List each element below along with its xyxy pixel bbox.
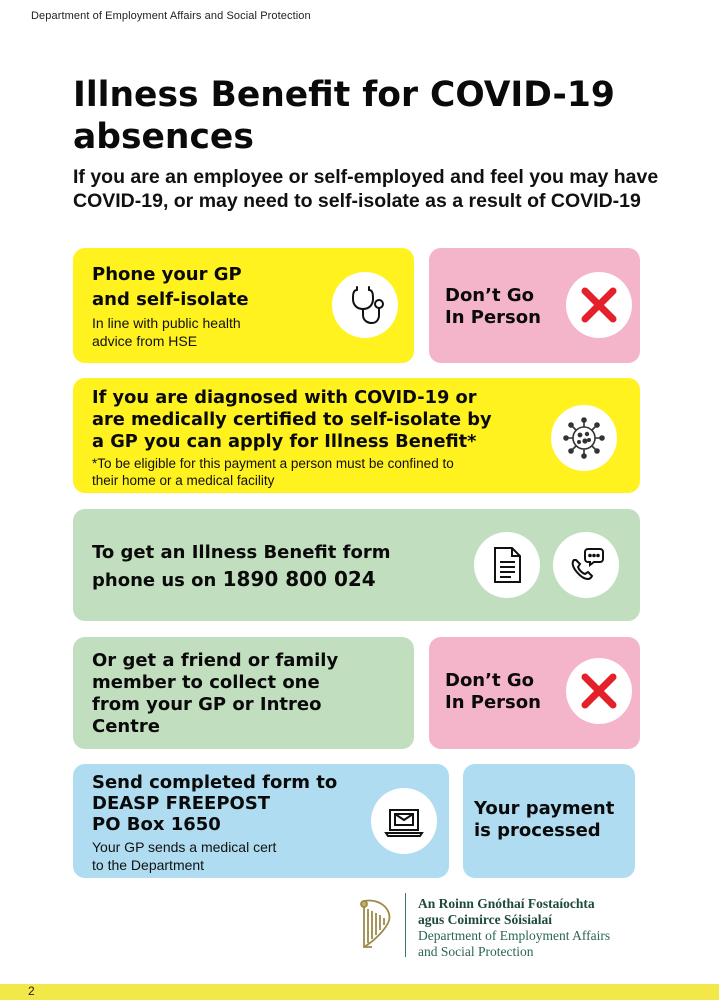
department-logo-text — [418, 896, 610, 960]
card-diagnosed — [73, 378, 640, 493]
mail-laptop-icon — [371, 788, 437, 854]
card-dont-go-1 — [429, 248, 640, 363]
logo-divider — [405, 893, 406, 957]
dont-go-2-line1: Don’t Go — [445, 670, 534, 691]
red-cross-icon — [566, 272, 632, 338]
dont-go-1-line2: In Person — [445, 307, 541, 328]
send-form-heading — [92, 772, 337, 835]
diagnosed-line2: are medically certified to self-isolate by — [92, 409, 492, 430]
card-dont-go-2 — [429, 637, 640, 749]
diagnosed-line1: If you are diagnosed with COVID-19 or — [92, 387, 477, 408]
friend-line1: Or get a friend or family — [92, 650, 339, 671]
dont-go-1-text — [445, 285, 541, 329]
payment-text — [474, 798, 614, 842]
phone-gp-note — [92, 314, 241, 350]
stethoscope-icon — [332, 272, 398, 338]
friend-line2: member to collect one — [92, 672, 320, 693]
get-form-heading — [92, 539, 390, 594]
send-form-line3: PO Box 1650 — [92, 814, 221, 835]
get-form-line2 — [92, 566, 390, 594]
card-friend — [73, 637, 414, 749]
page-subtitle: If you are an employee or self-employed and feel you may have COVID-19, or may need to self-isolate as a result of COVID-19 — [73, 166, 659, 212]
diagnosed-line3: a GP you can apply for Illness Benefit* — [92, 431, 477, 452]
friend-line3: from your GP or Intreo — [92, 694, 322, 715]
phone-gp-heading-line1: Phone your GP — [92, 264, 242, 285]
payment-line1: Your payment — [474, 798, 615, 819]
send-form-line2: DEASP FREEPOST — [92, 793, 271, 814]
card-phone-gp — [73, 248, 414, 363]
diagnosed-note — [92, 455, 454, 489]
phone-number: 1890 800 024 — [222, 567, 376, 591]
card-send-form — [73, 764, 449, 878]
phone-chat-icon — [553, 532, 619, 598]
diagnosed-heading — [92, 387, 492, 453]
dont-go-2-line2: In Person — [445, 692, 541, 713]
card-payment — [463, 764, 635, 878]
virus-icon — [551, 405, 617, 471]
friend-line4: Centre — [92, 716, 160, 737]
document-icon — [474, 532, 540, 598]
footer-bar — [0, 984, 719, 1000]
department-header: Department of Employment Affairs and Social Protection — [31, 10, 311, 22]
send-form-note-line1: Your GP sends a medical cert — [92, 839, 277, 855]
phone-gp-note-line2: advice from HSE — [92, 333, 198, 349]
phone-gp-note-line1: In line with public health — [92, 315, 241, 331]
send-form-note — [92, 838, 276, 874]
page-number: 2 — [28, 984, 35, 998]
phone-gp-heading — [92, 262, 249, 312]
diagnosed-note-line2: their home or a medical facility — [92, 473, 275, 488]
get-form-line1: To get an Illness Benefit form — [92, 542, 391, 563]
payment-line2: is processed — [474, 820, 601, 841]
phone-gp-heading-line2: and self-isolate — [92, 289, 249, 310]
send-form-line1: Send completed form to — [92, 772, 338, 793]
logo-english-line1: Department of Employment Affairs — [418, 928, 611, 943]
logo-english-line2: and Social Protection — [418, 944, 534, 959]
logo-irish-line1: An Roinn Gnóthaí Fostaíochta — [418, 896, 595, 911]
page-title: Illness Benefit for COVID-19 absences — [73, 75, 615, 157]
send-form-note-line2: to the Department — [92, 857, 205, 873]
dont-go-1-line1: Don’t Go — [445, 285, 534, 306]
diagnosed-note-line1: *To be eligible for this payment a person must be confined to — [92, 456, 454, 471]
dont-go-2-text — [445, 670, 541, 714]
card-get-form — [73, 509, 640, 621]
logo-irish-line2: agus Coimirce Sóisialaí — [418, 912, 553, 927]
harp-icon — [358, 897, 392, 953]
friend-heading — [92, 650, 338, 738]
get-form-line2-prefix: phone us on — [92, 570, 223, 591]
red-cross-icon — [566, 658, 632, 724]
